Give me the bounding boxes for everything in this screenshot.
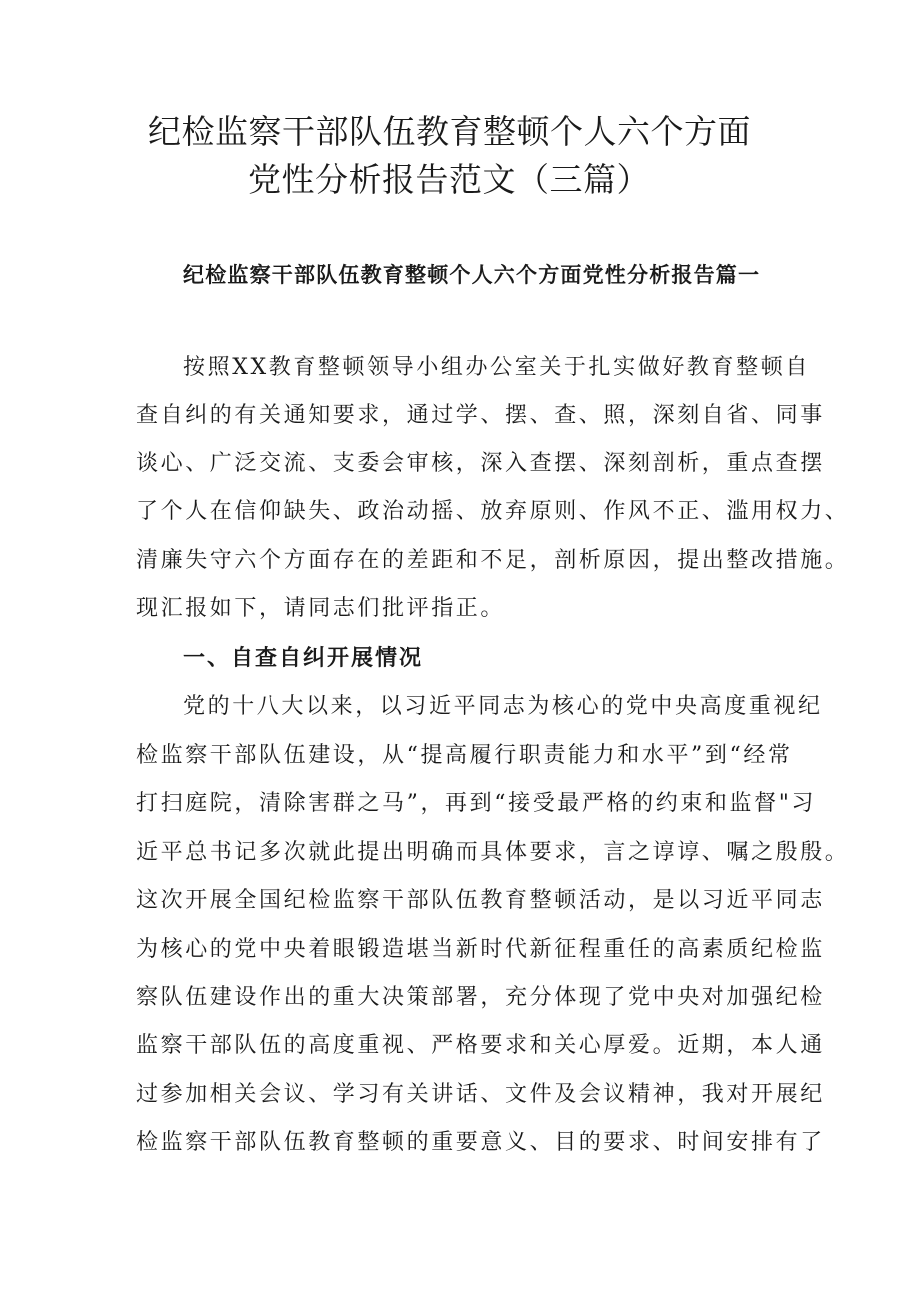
paragraph-2-line: 近平总书记多次就此提出明确而具体要求，言之谆谆、嘱之殷殷。 xyxy=(136,840,850,865)
paragraph-2-line: 党的十八大以来，以习近平同志为核心的党中央高度重视纪 xyxy=(183,694,823,719)
paragraph-2-line: 过参加相关会议、学习有关讲话、文件及会议精神，我对开展纪 xyxy=(136,1082,825,1107)
paragraph-1-line: 了个人在信仰缺失、政治动摇、放弃原则、作风不正、滥用权力、 xyxy=(136,499,850,524)
paragraph-1-line: 谈心、广泛交流、支委会审核，深入查摆、深刻剖析，重点查摆 xyxy=(136,451,825,476)
document-title-line-1: 纪检监察干部队伍教育整顿个人六个方面 xyxy=(148,112,751,151)
paragraph-2-line: 为核心的党中央着眼锻造堪当新时代新征程重任的高素质纪检监 xyxy=(136,937,825,962)
paragraph-2-line: 检监察干部队伍教育整顿的重要意义、目的要求、时间安排有了 xyxy=(136,1130,825,1155)
paragraph-2-line: 察队伍建设作出的重大决策部署，充分体现了党中央对加强纪检 xyxy=(136,985,825,1010)
paragraph-2-line: 这次开展全国纪检监察干部队伍教育整顿活动，是以习近平同志 xyxy=(136,888,825,913)
document-subtitle: 纪检监察干部队伍教育整顿个人六个方面党性分析报告篇一 xyxy=(183,263,761,287)
paragraph-2-line: 检监察干部队伍建设，从“提高履行职责能力和水平”到“经常 xyxy=(136,743,793,768)
section-heading: 一、自查自纠开展情况 xyxy=(183,646,424,671)
document-title-line-2: 党性分析报告范文（三篇） xyxy=(248,160,650,199)
paragraph-1-line: 清廉失守六个方面存在的差距和不足，剖析原因，提出整改措施。 xyxy=(136,548,850,573)
paragraph-1-line: 现汇报如下，请同志们批评指正。 xyxy=(136,596,506,621)
paragraph-2-line: 打扫庭院，清除害群之马”，再到“接受最严格的约束和监督"习 xyxy=(136,791,817,816)
paragraph-2-line: 监察干部队伍的高度重视、严格要求和关心厚爱。近期，本人通 xyxy=(136,1033,825,1058)
paragraph-1-line: 按照XX教育整顿领导小组办公室关于扎实做好教育整顿自 xyxy=(183,355,810,380)
paragraph-1-line: 查自纠的有关通知要求，通过学、摆、查、照，深刻自省、同事 xyxy=(136,403,825,428)
